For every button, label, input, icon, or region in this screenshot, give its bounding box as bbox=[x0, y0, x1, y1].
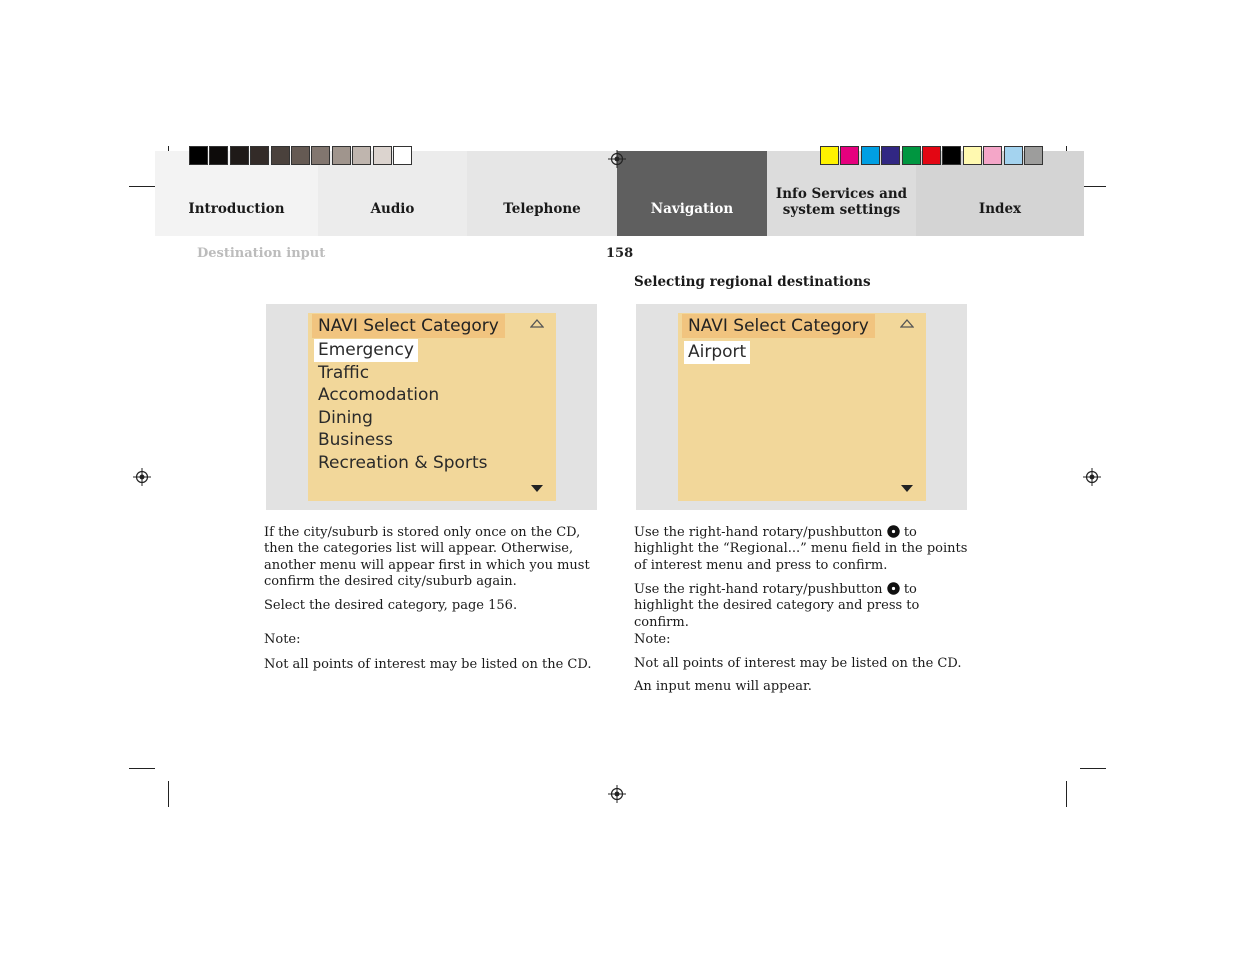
section-heading: Selecting regional destinations bbox=[634, 274, 871, 290]
category-item[interactable]: Business bbox=[318, 430, 393, 451]
color-swatch bbox=[902, 146, 921, 165]
tab-label: Navigation bbox=[650, 200, 734, 217]
color-swatch bbox=[373, 146, 392, 165]
rotary-pushbutton-icon bbox=[887, 525, 900, 538]
color-swatch bbox=[963, 146, 982, 165]
body-paragraph: Select the desired category, page 156. bbox=[264, 598, 518, 613]
scroll-down-icon bbox=[530, 483, 544, 493]
category-item[interactable]: Accomodation bbox=[318, 385, 440, 406]
body-paragraph bbox=[634, 582, 968, 631]
category-list bbox=[684, 341, 750, 364]
color-swatch bbox=[922, 146, 941, 165]
screen-panel-right bbox=[636, 304, 967, 510]
crop-mark bbox=[1080, 768, 1106, 769]
color-swatch bbox=[311, 146, 330, 165]
category-item[interactable]: Traffic bbox=[318, 362, 370, 383]
color-swatch bbox=[271, 146, 290, 165]
grayscale-bar bbox=[189, 146, 413, 165]
tab-telephone[interactable] bbox=[467, 151, 617, 236]
body-paragraph: If the city/suburb is stored only once on the CD, then the categories list will appear. Otherwise, another menu will appear first in which you must confirm the desired city/suburb again. bbox=[264, 525, 590, 590]
color-swatch bbox=[230, 146, 249, 165]
page-number: 158 bbox=[606, 246, 634, 261]
rotary-pushbutton-icon bbox=[887, 582, 900, 595]
scroll-up-icon bbox=[900, 319, 914, 329]
color-swatch bbox=[189, 146, 208, 165]
tab-label: Info Services and system settings bbox=[775, 185, 908, 218]
registration-mark-icon bbox=[133, 468, 151, 486]
color-swatch bbox=[983, 146, 1002, 165]
color-swatch bbox=[1024, 146, 1043, 165]
category-item[interactable]: Emergency bbox=[314, 339, 418, 362]
screen-panel-left bbox=[266, 304, 597, 510]
body-paragraph: An input menu will appear. bbox=[634, 679, 812, 694]
color-swatch bbox=[332, 146, 351, 165]
color-swatch bbox=[1004, 146, 1023, 165]
category-item[interactable]: Recreation & Sports bbox=[318, 452, 488, 473]
navi-screen bbox=[678, 313, 926, 501]
registration-mark-icon bbox=[1083, 468, 1101, 486]
color-swatch bbox=[209, 146, 228, 165]
screen-title: NAVI Select Category bbox=[312, 314, 505, 338]
color-swatch bbox=[861, 146, 880, 165]
category-item[interactable]: Dining bbox=[318, 407, 373, 428]
instruction-text: Use the right-hand rotary/pushbutton bbox=[634, 582, 883, 597]
crop-mark bbox=[168, 781, 169, 807]
note-text: Not all points of interest may be listed on the CD. bbox=[264, 657, 592, 672]
note-label: Note: bbox=[264, 632, 301, 647]
color-swatch bbox=[881, 146, 900, 165]
crop-mark bbox=[129, 186, 155, 187]
crop-mark bbox=[129, 768, 155, 769]
color-swatch bbox=[250, 146, 269, 165]
instruction-text: to highlight the “Regional...” menu field in the points of interest menu and press to confirm. bbox=[634, 525, 968, 573]
color-swatch bbox=[942, 146, 961, 165]
registration-mark-icon bbox=[608, 785, 626, 803]
color-swatch bbox=[352, 146, 371, 165]
category-list bbox=[314, 339, 487, 475]
tab-label: Index bbox=[978, 200, 1022, 217]
tab-label: Introduction bbox=[188, 200, 285, 217]
color-bar bbox=[820, 146, 1044, 165]
note-label: Note: bbox=[634, 632, 671, 647]
note-text: Not all points of interest may be listed on the CD. bbox=[634, 656, 962, 671]
body-paragraph bbox=[634, 525, 968, 574]
tab-label: Telephone bbox=[503, 200, 581, 217]
screen-title: NAVI Select Category bbox=[682, 314, 875, 338]
navi-screen bbox=[308, 313, 556, 501]
color-swatch bbox=[820, 146, 839, 165]
tab-navigation[interactable] bbox=[617, 151, 767, 236]
color-swatch bbox=[393, 146, 412, 165]
section-title: Destination input bbox=[197, 246, 326, 261]
color-swatch bbox=[291, 146, 310, 165]
scroll-up-icon bbox=[530, 319, 544, 329]
registration-mark-icon bbox=[608, 150, 626, 168]
tab-label: Audio bbox=[370, 200, 415, 217]
instruction-text: to highlight the desired category and press to confirm. bbox=[634, 582, 920, 630]
color-swatch bbox=[840, 146, 859, 165]
scroll-down-icon bbox=[900, 483, 914, 493]
category-item[interactable]: Airport bbox=[684, 341, 750, 364]
crop-mark bbox=[1066, 781, 1067, 807]
instruction-text: Use the right-hand rotary/pushbutton bbox=[634, 525, 883, 540]
